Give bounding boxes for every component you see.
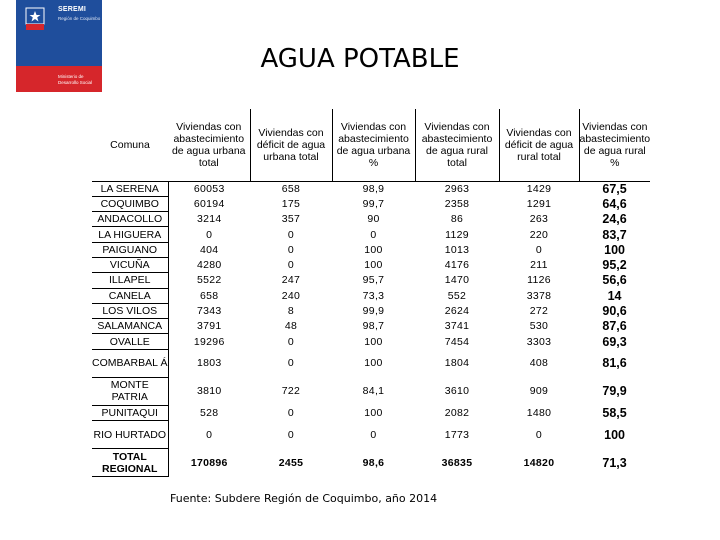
- cell-rural-supply-pct: 24,6: [602, 212, 627, 227]
- cell-rural-deficit-total: 263: [529, 213, 549, 226]
- cell-urban-deficit-total: 0: [287, 228, 295, 241]
- cell-urban-supply-total: 7343: [196, 305, 222, 318]
- cell-comuna: SALAMANCA: [92, 319, 168, 334]
- cell-urban-deficit-total: 0: [287, 428, 295, 441]
- cell-urban-supply-pct: 98,7: [362, 320, 385, 333]
- cell-rural-supply-total: 3741: [444, 320, 470, 333]
- cell-rural-supply-pct: 58,5: [602, 405, 627, 420]
- cell-urban-supply-total: 3214: [196, 213, 222, 226]
- cell-rural-deficit-total: 272: [529, 305, 549, 318]
- table-row: [92, 421, 650, 449]
- cell-rural-deficit-total: 1291: [526, 197, 552, 210]
- table-row: [92, 242, 650, 257]
- table-row: [92, 181, 650, 196]
- cell-rural-supply-total: 1470: [444, 274, 470, 287]
- cell-urban-deficit-total: 0: [287, 406, 295, 419]
- cell-urban-supply-pct: 95,7: [362, 274, 385, 287]
- cell-rural-supply-total: 2963: [444, 182, 470, 195]
- cell-rural-supply-pct: 81,6: [602, 356, 627, 371]
- cell-rural-supply-pct: 90,6: [602, 304, 627, 319]
- table-row: [92, 334, 650, 349]
- cell-rural-supply-pct: 71,3: [602, 455, 627, 470]
- cell-urban-supply-pct: 98,9: [362, 182, 385, 195]
- cell-rural-supply-pct: 14: [607, 288, 622, 303]
- cell-comuna: LA HIGUERA: [92, 227, 168, 242]
- header-urban-supply-total: Viviendas con abastecimiento de agua urbana total: [168, 109, 250, 181]
- cell-urban-deficit-total: 247: [281, 274, 301, 287]
- cell-rural-supply-total: 2624: [444, 305, 470, 318]
- cell-urban-supply-total: 60053: [193, 182, 225, 195]
- cell-urban-deficit-total: 0: [287, 243, 295, 256]
- cell-rural-supply-total: 86: [450, 213, 464, 226]
- cell-urban-supply-pct: 0: [370, 228, 377, 241]
- cell-rural-supply-total: 4176: [444, 259, 470, 272]
- cell-urban-supply-pct: 100: [364, 335, 383, 348]
- cell-rural-supply-total: 7454: [444, 335, 470, 348]
- cell-comuna: MONTE PATRIA: [92, 377, 168, 405]
- cell-urban-deficit-total: 0: [287, 335, 295, 348]
- cell-comuna: LOS VILOS: [92, 303, 168, 318]
- cell-urban-supply-total: 1803: [196, 357, 222, 370]
- cell-rural-supply-pct: 56,6: [602, 273, 627, 288]
- table-row: [92, 349, 650, 377]
- cell-urban-supply-pct: 98,6: [362, 456, 385, 469]
- cell-comuna: TOTAL REGIONAL: [92, 449, 168, 477]
- cell-urban-supply-total: 3810: [196, 385, 222, 398]
- cell-urban-supply-total: 19296: [193, 335, 225, 348]
- table-row: [92, 257, 650, 272]
- cell-rural-deficit-total: 1429: [526, 182, 552, 195]
- header-rural-supply-total: Viviendas con abastecimiento de agua rural total: [415, 109, 499, 181]
- cell-rural-supply-pct: 64,6: [602, 196, 627, 211]
- cell-urban-supply-pct: 73,3: [362, 289, 385, 302]
- cell-rural-deficit-total: 211: [530, 259, 548, 272]
- cell-comuna: OVALLE: [92, 334, 168, 349]
- cell-urban-deficit-total: 8: [287, 305, 295, 318]
- cell-rural-deficit-total: 14820: [523, 456, 555, 469]
- table-row: [92, 303, 650, 318]
- cell-rural-deficit-total: 3303: [526, 335, 552, 348]
- cell-urban-deficit-total: 2455: [278, 456, 304, 469]
- cell-urban-supply-pct: 100: [364, 406, 383, 419]
- table-row: [92, 319, 650, 334]
- cell-comuna: COQUIMBO: [92, 196, 168, 211]
- table-row: [92, 196, 650, 211]
- cell-rural-supply-total: 36835: [441, 456, 473, 469]
- cell-rural-supply-pct: 83,7: [602, 227, 627, 242]
- government-emblem-icon: [20, 4, 62, 40]
- cell-rural-deficit-total: 3378: [526, 289, 552, 302]
- cell-comuna: ILLAPEL: [92, 273, 168, 288]
- cell-rural-supply-total: 1804: [444, 357, 470, 370]
- water-supply-table: [92, 109, 650, 477]
- source-footnote: Fuente: Subdere Región de Coquimbo, año 2014: [170, 492, 438, 505]
- table-row: [92, 227, 650, 242]
- cell-urban-supply-total: 60194: [193, 197, 225, 210]
- page-title: AGUA POTABLE: [260, 44, 460, 74]
- cell-rural-supply-total: 552: [447, 289, 467, 302]
- cell-rural-supply-pct: 95,2: [602, 258, 627, 273]
- table-row: [92, 288, 650, 303]
- cell-urban-supply-pct: 84,1: [362, 385, 385, 398]
- cell-urban-supply-total: 170896: [190, 456, 228, 469]
- cell-rural-deficit-total: 220: [529, 228, 549, 241]
- cell-urban-supply-total: 404: [200, 243, 219, 256]
- table-row-total: [92, 449, 650, 477]
- cell-urban-supply-total: 0: [206, 428, 213, 441]
- cell-rural-supply-pct: 67,5: [602, 181, 627, 196]
- cell-rural-deficit-total: 1480: [526, 406, 552, 419]
- cell-urban-supply-pct: 100: [364, 243, 383, 256]
- cell-rural-deficit-total: 408: [529, 357, 549, 370]
- cell-rural-deficit-total: 909: [529, 385, 549, 398]
- header-comuna: Comuna: [92, 109, 168, 181]
- cell-urban-supply-total: 0: [206, 228, 213, 241]
- cell-rural-supply-total: 1013: [444, 243, 470, 256]
- cell-rural-deficit-total: 0: [535, 243, 543, 256]
- cell-urban-supply-total: 528: [200, 406, 219, 419]
- cell-urban-supply-pct: 90: [367, 213, 380, 226]
- cell-urban-deficit-total: 0: [287, 259, 295, 272]
- cell-urban-deficit-total: 175: [281, 197, 301, 210]
- cell-urban-supply-pct: 100: [364, 259, 383, 272]
- cell-urban-supply-pct: 99,7: [362, 197, 385, 210]
- table-row: [92, 405, 650, 420]
- cell-urban-supply-total: 4280: [196, 259, 222, 272]
- cell-rural-supply-total: 3610: [444, 385, 470, 398]
- cell-urban-supply-pct: 0: [370, 428, 377, 441]
- cell-urban-supply-total: 658: [200, 289, 219, 302]
- header-rural-deficit-total: Viviendas con déficit de agua rural total: [499, 109, 579, 181]
- table-row: [92, 212, 650, 227]
- cell-comuna: LA SERENA: [92, 181, 168, 196]
- cell-rural-supply-pct: 79,9: [602, 384, 627, 399]
- header-urban-supply-pct: Viviendas con abastecimiento de agua urbana %: [332, 109, 415, 181]
- logo-region: Región de Coquimbo: [58, 16, 101, 21]
- cell-rural-supply-pct: 87,6: [602, 319, 627, 334]
- cell-rural-supply-pct: 100: [604, 427, 625, 442]
- cell-comuna: RIO HURTADO: [92, 421, 168, 449]
- cell-rural-deficit-total: 530: [529, 320, 549, 333]
- header-urban-deficit-total: Viviendas con déficit de agua urbana total: [250, 109, 332, 181]
- cell-urban-deficit-total: 722: [281, 385, 301, 398]
- cell-urban-deficit-total: 0: [287, 357, 295, 370]
- cell-comuna: PUNITAQUI: [92, 405, 168, 420]
- table-header-row: [92, 109, 650, 181]
- header-rural-supply-pct: Viviendas con abastecimiento de agua rural %: [579, 109, 650, 181]
- cell-rural-supply-pct: 69,3: [602, 334, 627, 349]
- cell-urban-deficit-total: 658: [281, 182, 301, 195]
- cell-urban-supply-total: 3791: [196, 320, 222, 333]
- cell-comuna: CANELA: [92, 288, 168, 303]
- cell-comuna: VICUÑA: [92, 257, 168, 272]
- cell-rural-supply-total: 1773: [444, 428, 470, 441]
- cell-rural-deficit-total: 0: [535, 428, 543, 441]
- logo-ministry: Ministerio de Desarrollo Social: [58, 74, 93, 85]
- logo-org: SEREMI: [58, 6, 87, 13]
- cell-rural-supply-total: 2082: [444, 406, 470, 419]
- cell-rural-supply-total: 2358: [444, 197, 470, 210]
- cell-urban-deficit-total: 240: [281, 289, 301, 302]
- cell-comuna: PAIGUANO: [92, 242, 168, 257]
- cell-rural-supply-total: 1129: [445, 228, 469, 241]
- cell-rural-deficit-total: 1126: [527, 274, 551, 287]
- cell-rural-supply-pct: 100: [604, 242, 625, 257]
- cell-urban-deficit-total: 48: [284, 320, 298, 333]
- cell-comuna: COMBARBAL Á: [92, 349, 168, 377]
- cell-urban-supply-total: 5522: [196, 274, 222, 287]
- cell-urban-deficit-total: 357: [281, 213, 301, 226]
- cell-urban-supply-pct: 100: [364, 357, 383, 370]
- table-row: [92, 377, 650, 405]
- table-row: [92, 273, 650, 288]
- cell-comuna: ANDACOLLO: [92, 212, 168, 227]
- cell-urban-supply-pct: 99,9: [362, 305, 385, 318]
